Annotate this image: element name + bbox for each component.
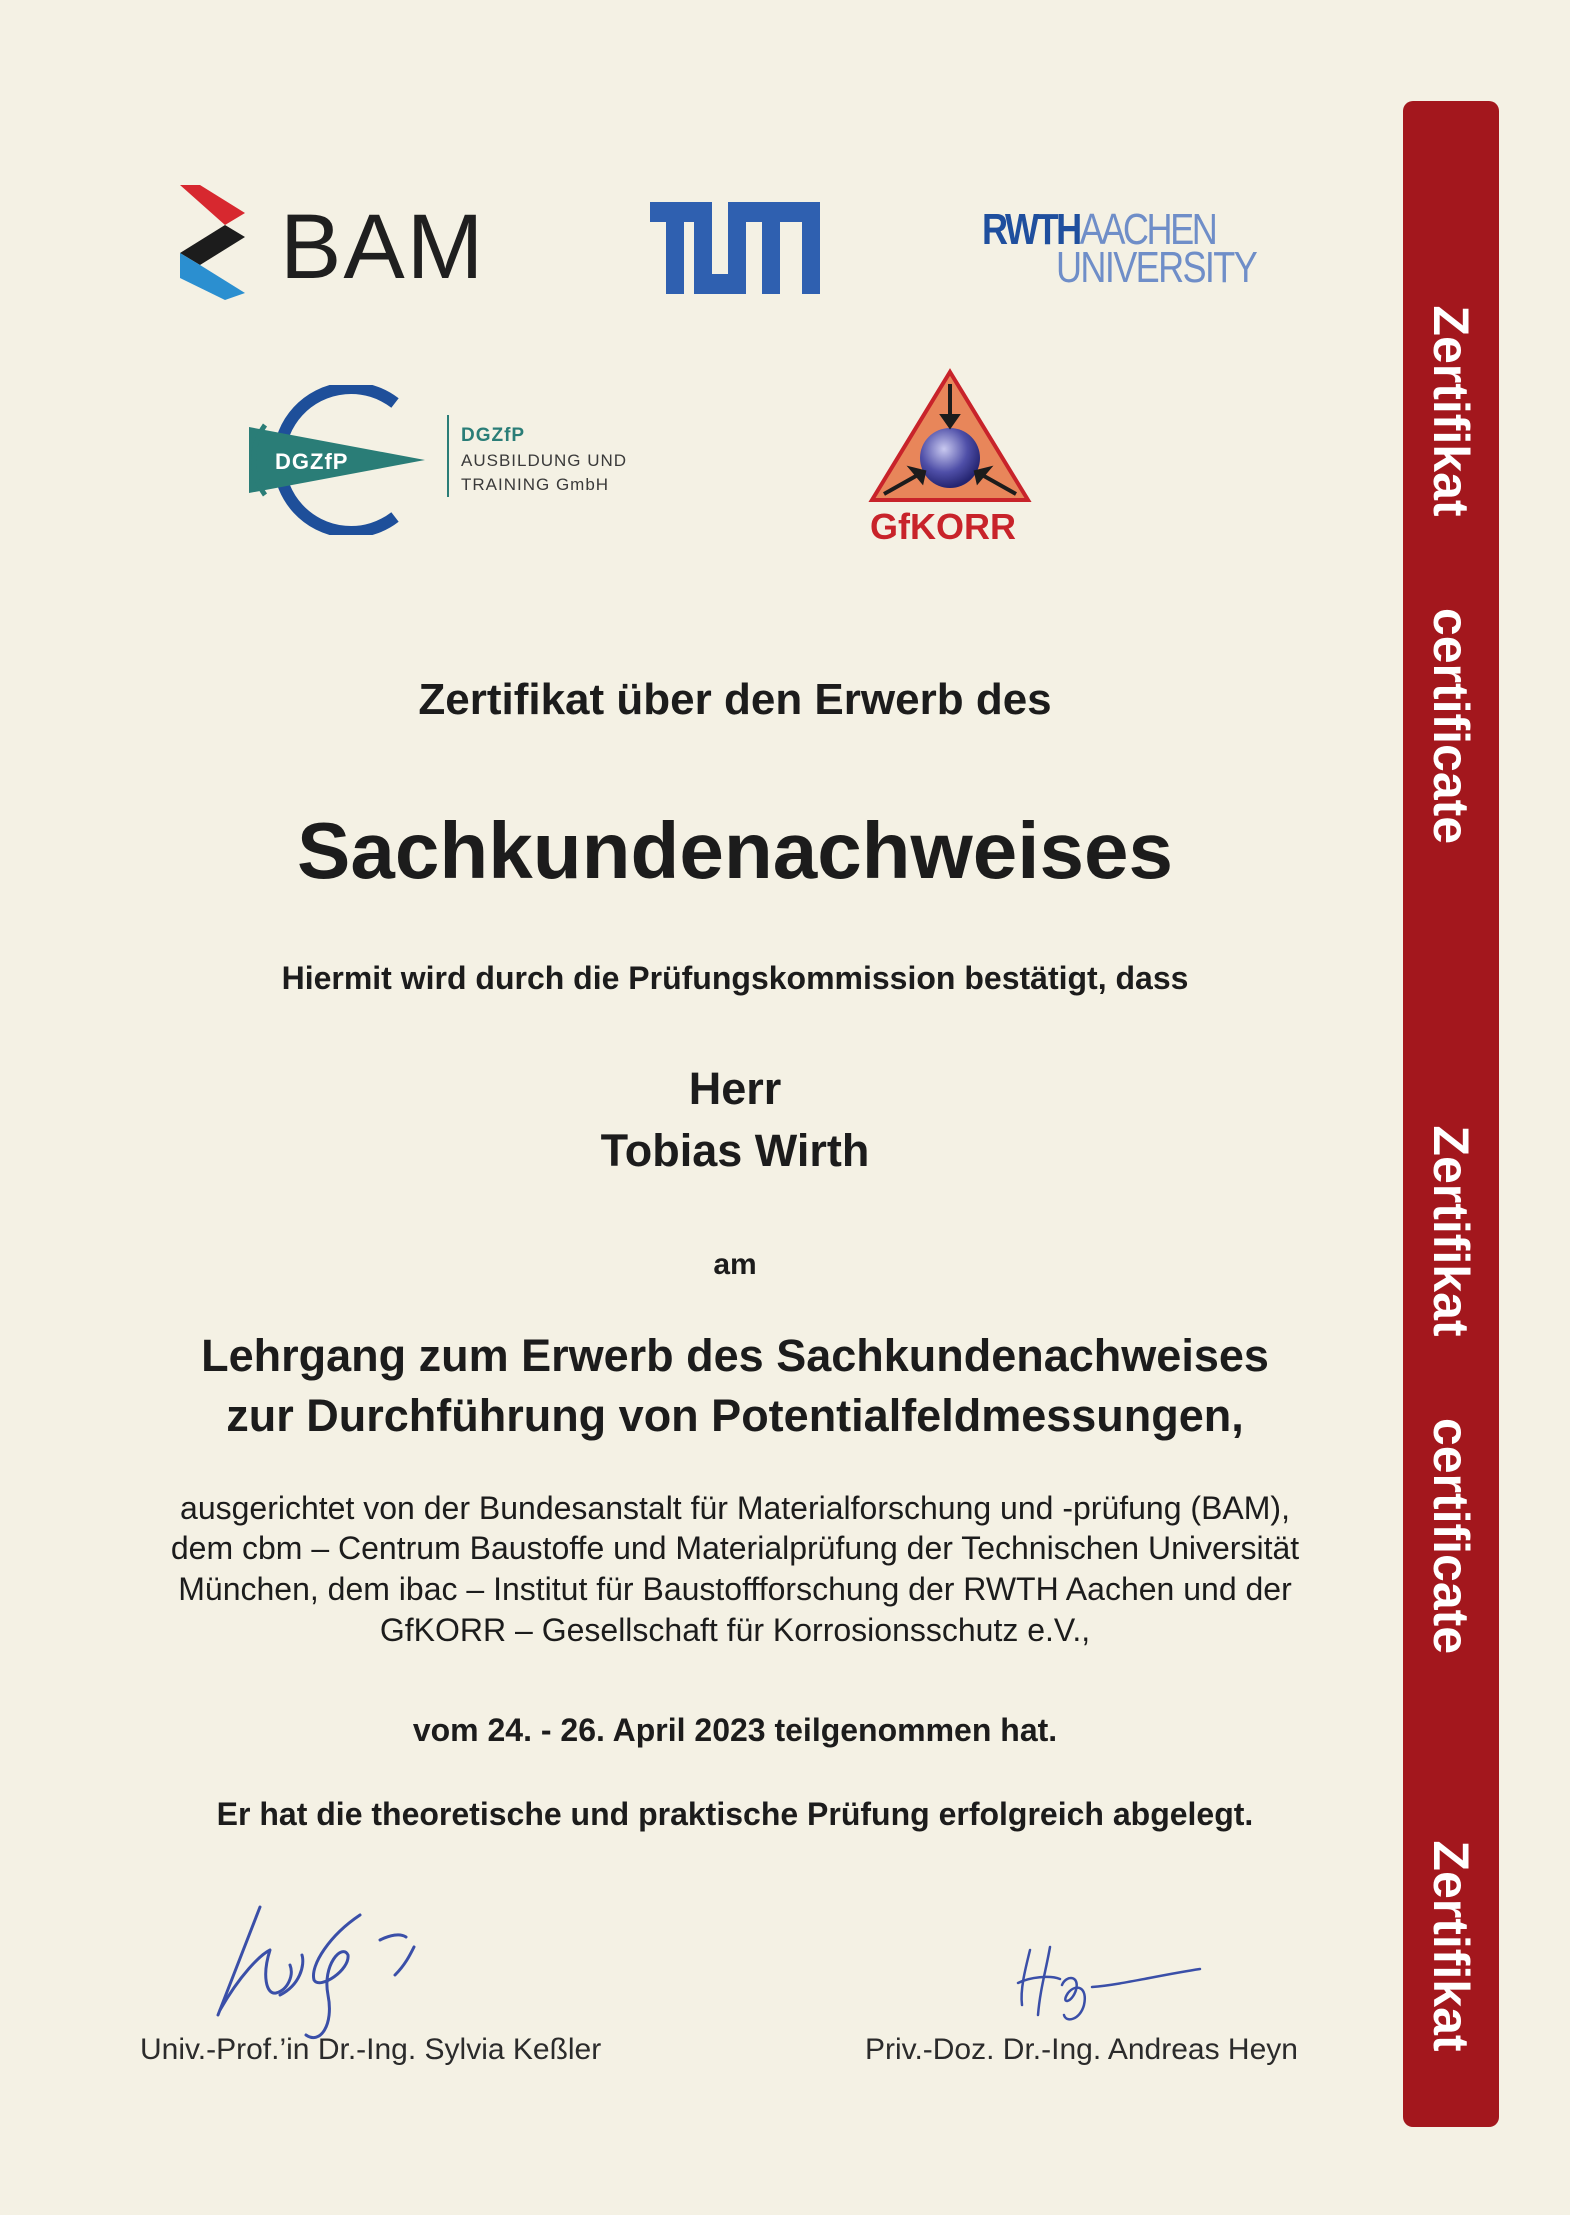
band-word-text: Zertifikat [1423,1125,1479,1337]
course-dates: vom 24. - 26. April 2023 teilgenommen hat. [412,1712,1058,1748]
dgzfp-badge-text: DGZfP [275,449,349,474]
course-title-line-1: Lehrgang zum Erwerb des Sachkundenachweises [201,1330,1269,1381]
recipient-name: Tobias Wirth [600,1125,870,1176]
certificate-title-line-2: Sachkundenachweises [297,806,1173,895]
rwth-university: UNIVERSITY [1056,243,1257,292]
dgzfp-subtitle-2: TRAINING GmbH [461,475,610,494]
organizer-line: ausgerichtet von der Bundesanstalt für Materialforschung und -prüfung (BAM), [180,1490,1290,1526]
rwth-aachen-logo [982,205,1262,295]
signatory-name-right: Priv.-Doz. Dr.-Ing. Andreas Heyn [865,2033,1298,2066]
connector-text: am [713,1248,757,1281]
signature-kessler [210,1895,450,2045]
confirmation-text: Hiermit wird durch die Prüfungskommission bestätigt, dass [281,960,1189,996]
signatory-name-left: Univ.-Prof.’in Dr.-Ing. Sylvia Keßler [140,2033,602,2066]
rwth-bold: RWTH [982,205,1080,254]
organizer-line: München, dem ibac – Institut für Baustoffforschung der RWTH Aachen und der [178,1571,1292,1607]
gfkorr-logo [868,368,1033,548]
band-word-text: certificate [1423,607,1479,845]
dgzfp-subtitle-1: AUSBILDUNG UND [461,451,628,470]
bam-chevron-icon [180,185,250,300]
exam-result: Er hat die theoretische und praktische Prüfung erfolgreich abgelegt. [216,1796,1254,1832]
tum-logo [650,202,820,294]
certificate-title-line-1: Zertifikat über den Erwerb des [418,675,1052,724]
gfkorr-triangle-icon [868,368,1033,508]
tum-wordmark-icon [650,202,820,294]
bam-wordmark: BAM [280,196,486,298]
course-title-line-2: zur Durchführung von Potentialfeldmessungen, [226,1390,1244,1441]
dgzfp-emblem-icon [235,385,435,535]
rwth-aachen: AACHEN [1079,205,1216,254]
organizer-line: GfKORR – Gesellschaft für Korrosionsschutz e.V., [379,1612,1091,1648]
dgzfp-logo [235,385,655,535]
signature-heyn [1010,1945,1210,2025]
certificate-side-band [1403,101,1499,2127]
recipient-salutation: Herr [688,1063,782,1114]
organizer-line: dem cbm – Centrum Baustoffe und Materialprüfung der Technischen Universität [170,1530,1300,1566]
band-word-text: certificate [1423,1417,1479,1655]
dgzfp-divider [447,415,449,497]
gfkorr-wordmark: GfKORR [870,506,1016,547]
dgzfp-name: DGZfP [461,425,526,446]
band-word-text: Zertifikat [1423,305,1479,517]
bam-logo [180,185,486,300]
band-word-text: Zertifikat [1423,1840,1479,2052]
